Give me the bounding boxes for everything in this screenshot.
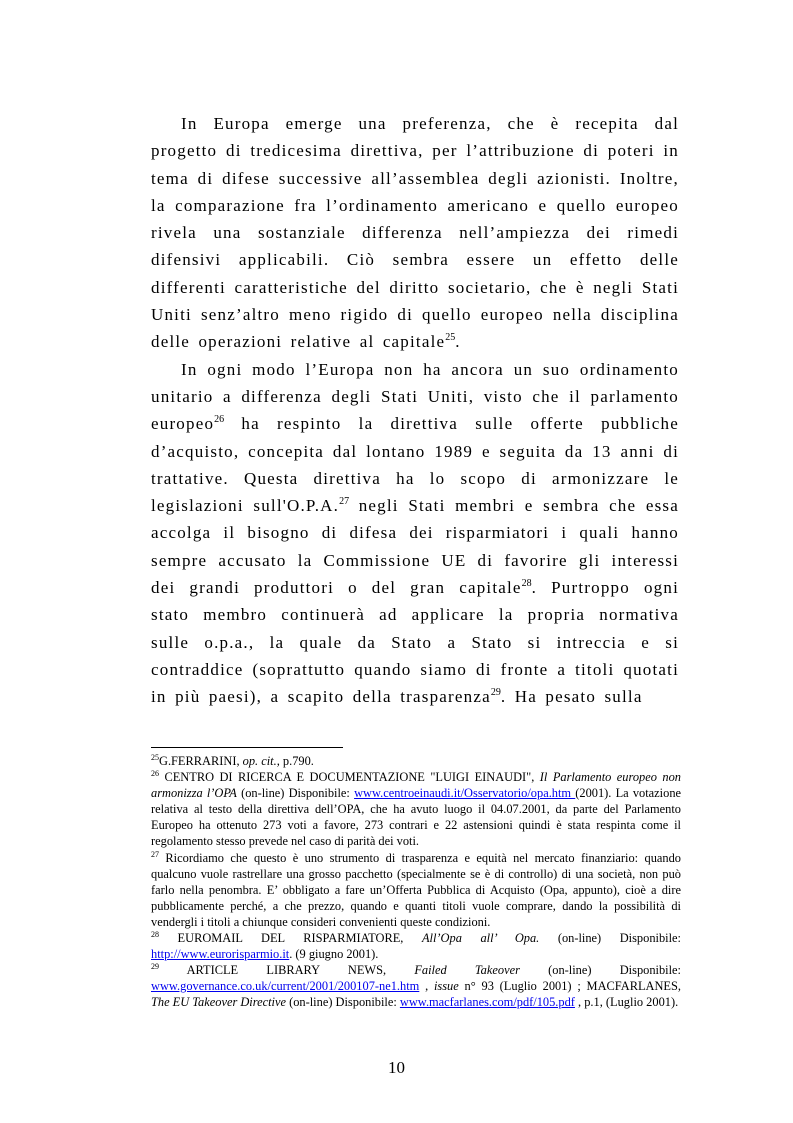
footnote-date: . (9 giugno 2001). — [289, 947, 379, 962]
footnote-ref-25[interactable]: 25 — [445, 332, 456, 344]
footnote-date: (2001). — [575, 786, 612, 801]
footnote-availability: (on-line) Disponibile: — [519, 963, 682, 978]
footnote-page: p.790. — [279, 754, 314, 768]
paragraph-1-text: In Europa emerge una preferenza, che è recepita dal progetto di tredicesima direttiva, per l’attribuzione di poteri in tema di difese successive all’assemblea degli azionisti. Inoltre, la comparazione fra l’ordinamento americano e quello europeo rivela una sostanziale differenza nell’ampiezza dei rimedi difensivi applicabili. Ciò sembra essere un effetto delle differenti caratteristiche del diritto societario, che è negli Stati Uniti senz’altro meno rigido di quello europeo nella disciplina delle operazioni relative al capitale — [151, 114, 679, 352]
paragraph-2-text-c: negli Stati membri e sembra che essa accolga il bisogno di difesa dei risparmiatori i quali hanno sempre accusato la Commissione UE di favorire gli interessi dei grandi produttori o del gran capitale — [151, 496, 679, 598]
footnote-link[interactable]: www.macfarlanes.com/pdf/105.pdf — [399, 995, 575, 1010]
paragraph-2-text-e: . Ha pesato sulla — [500, 687, 643, 707]
footnote-27 — [151, 850, 681, 930]
footnote-text: La votazione relativa al testo della direttiva dell’OPA, che ha avuto luogo il 04.07.2001, da parte del Parlamento Europeo ha ottenuto 273 voti a favore, 273 contrari e 22 astensioni quindi è stata respinta come il regolamento stesso prevede nel caso di parità dei voti. — [151, 786, 682, 849]
footnote-separator-text: , — [419, 979, 434, 994]
footnote-link[interactable]: www.governance.co.uk/current/2001/200107-ne1.htm — [151, 979, 420, 994]
footnote-author: EUROMAIL DEL RISPARMIATORE, — [159, 931, 422, 946]
footnote-availability: (on-line) Disponibile: — [539, 931, 681, 946]
footnote-link[interactable]: http://www.eurorisparmio.it — [151, 947, 290, 962]
footnote-25 — [151, 753, 681, 769]
main-text — [151, 110, 679, 711]
footnote-29 — [151, 962, 681, 1010]
footnote-author: ARTICLE LIBRARY NEWS, — [159, 963, 415, 978]
paragraph-1-end: . — [455, 332, 461, 352]
footnote-ref-26[interactable]: 26 — [214, 414, 225, 426]
page-number: 10 — [388, 1058, 405, 1077]
paragraph-2-text-b: ha respinto la direttiva sulle offerte pubbliche d’acquisto, concepita dal lontano 1989 e seguita da 13 anni di trattative. Questa direttiva ha lo scopo di armonizzare le legislazioni sull'O.P.A. — [151, 414, 679, 516]
footnote-number: 28 — [151, 930, 159, 940]
footnote-text: Ricordiamo che questo è uno strumento di trasparenza e equità nel mercato finanziario: quando qualcuno vuole rastrellare una grosso pacchetto (specialmente se è di controllo) di una società, non può farlo nella penombra. E’ obbligato a fare un’Offerta Pubblica di Acquisto (Opa, appunto), cioè a dire pubblicamente perché, a che prezzo, quando e quanti titoli vuole comprare, dando la possibilità di vendergli i titoli a chiunque consideri convenienti queste condizioni. — [151, 850, 681, 929]
footnote-number: 27 — [151, 849, 159, 859]
paragraph-2-text-d: . Purtroppo ogni stato membro continuerà ad applicare la propria normativa sulle o.p.a., la quale da Stato a Stato si intreccia e si contraddice (soprattutto quando siamo di fronte a titoli quotati in più paesi), a scapito della trasparenza — [151, 578, 679, 707]
paragraph-2-text-a: In ogni modo l’Europa non ha ancora un suo ordinamento unitario a differenza degli Stati Uniti, visto che il parlamento europeo — [151, 359, 679, 434]
footnote-author: G.FERRARINI, — [159, 754, 243, 768]
footnote-title: The EU Takeover Directive — [151, 995, 286, 1010]
footnote-availability: (on-line) Disponibile: — [286, 995, 400, 1010]
footnote-title: All’Opa all’ Opa. — [421, 931, 540, 946]
footnote-work: op. cit., — [242, 754, 280, 768]
footnote-ref-28[interactable]: 28 — [521, 578, 532, 590]
footnote-ref-27[interactable]: 27 — [339, 496, 350, 508]
footnote-separator — [151, 747, 343, 748]
paragraph-2 — [151, 356, 679, 711]
footnote-number: 26 — [151, 769, 159, 779]
footnote-link[interactable]: www.centroeinaudi.it/Osservatorio/opa.htm — [354, 786, 576, 801]
footnote-ref-29[interactable]: 29 — [490, 687, 501, 699]
footnote-text: n° 93 (Luglio 2001) ; MACFARLANES, — [458, 979, 681, 994]
paragraph-1 — [151, 110, 679, 356]
footnote-title: Failed Takeover — [414, 963, 520, 978]
footnote-number: 29 — [151, 962, 159, 972]
footnote-date: , p.1, (Luglio 2001). — [574, 995, 679, 1010]
footnote-number: 25 — [151, 753, 159, 762]
footnote-26 — [151, 769, 681, 849]
footnote-title: Il Parlamento europeo non armonizza l’OPA — [151, 770, 681, 801]
footnote-issue-label: issue — [433, 979, 459, 994]
footnote-author: CENTRO DI RICERCA E DOCUMENTAZIONE "LUIGI EINAUDI", — [159, 770, 540, 785]
footnote-availability: (on-line) Disponibile: — [236, 786, 355, 801]
footnote-28 — [151, 930, 681, 962]
footnotes — [151, 753, 681, 1011]
